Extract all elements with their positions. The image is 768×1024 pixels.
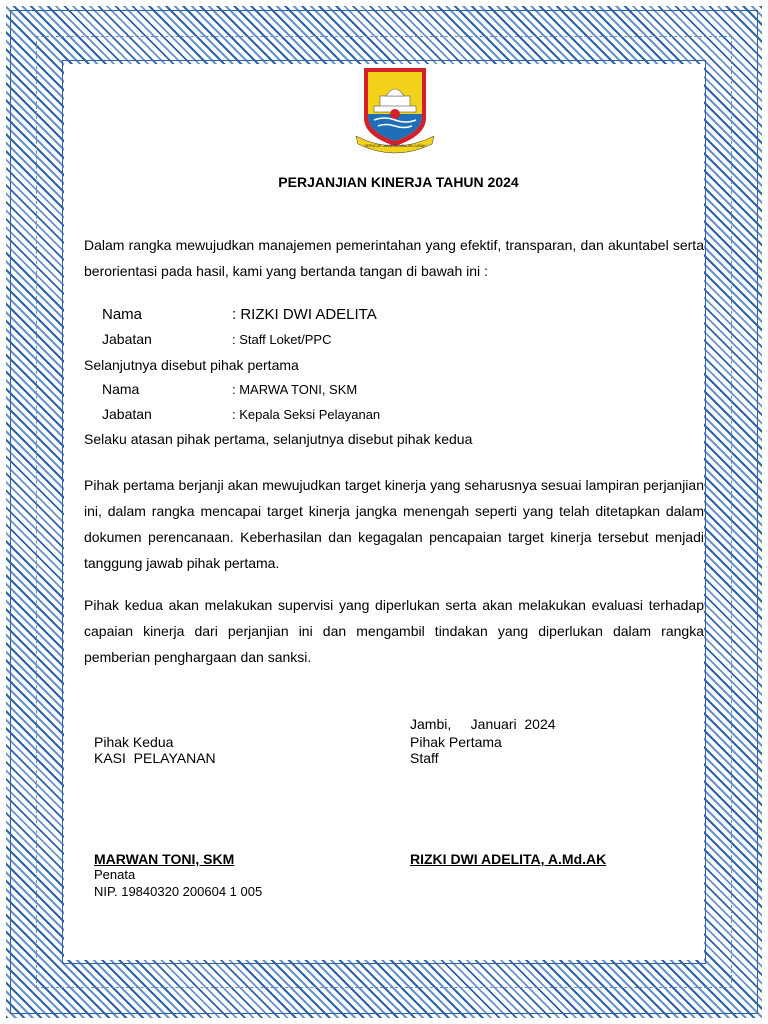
emblem-motto: SEPUCUK JAMBI SEMBILAN LURAH <box>364 144 426 148</box>
party2-position-value: : Kepala Seksi Pelayanan <box>232 407 381 422</box>
intro-paragraph: Dalam rangka mewujudkan manajemen pemerintahan yang efektif, transparan, dan akuntabel serta berorientasi pada hasil, kami yang bertanda tangan di bawah ini : <box>84 237 704 279</box>
signature-place-date: Jambi, Januari 2024 <box>410 716 556 732</box>
signature-left-nip: NIP. 19840320 200604 1 005 <box>94 884 263 899</box>
party1-designation: Selanjutnya disebut pihak pertama <box>84 357 299 373</box>
signature-right-title: Staff <box>410 750 439 766</box>
party2-name-label: Nama <box>102 381 140 397</box>
party1-position-value: : Staff Loket/PPC <box>232 332 332 347</box>
party2-position-label: Jabatan <box>102 406 152 422</box>
party2-name-value: : MARWA TONI, SKM <box>232 382 358 397</box>
document-title: PERJANJIAN KINERJA TAHUN 2024 <box>278 174 519 190</box>
signature-right-name: RIZKI DWI ADELITA, A.Md.AK <box>410 851 607 867</box>
jambi-province-emblem-icon <box>350 66 440 156</box>
party1-name-value: : RIZKI DWI ADELITA <box>232 306 377 323</box>
signature-right-role: Pihak Pertama <box>410 734 502 750</box>
party2-designation: Selaku atasan pihak pertama, selanjutnya disebut pihak kedua <box>84 431 473 447</box>
party1-name-label: Nama <box>102 306 143 323</box>
signature-left-title: KASI PELAYANAN <box>94 750 216 766</box>
signature-left-name: MARWAN TONI, SKM <box>94 851 235 867</box>
paragraph-commitment: Pihak pertama berjanji akan mewujudkan target kinerja yang seharusnya sesuai lampiran perjanjian ini, dalam rangka mencapai target kinerja jangka menengah seperti yang telah ditetapkan dalam dokumen perencanaan. Keberhasilan dan kegagalan pencapaian target kinerja tersebut menjadi tanggung jawab pihak pertama. <box>84 477 704 571</box>
party1-position-label: Jabatan <box>102 331 152 347</box>
paragraph-supervision: Pihak kedua akan melakukan supervisi yang diperlukan serta akan melakukan evaluasi terhadap capaian kinerja dari perjanjian ini dan mengambil tindakan yang diperlukan dalam rangka pemberian penghargaan dan sanksi. <box>84 597 704 665</box>
signature-left-rank: Penata <box>94 867 136 882</box>
signature-left-role: Pihak Kedua <box>94 734 174 750</box>
